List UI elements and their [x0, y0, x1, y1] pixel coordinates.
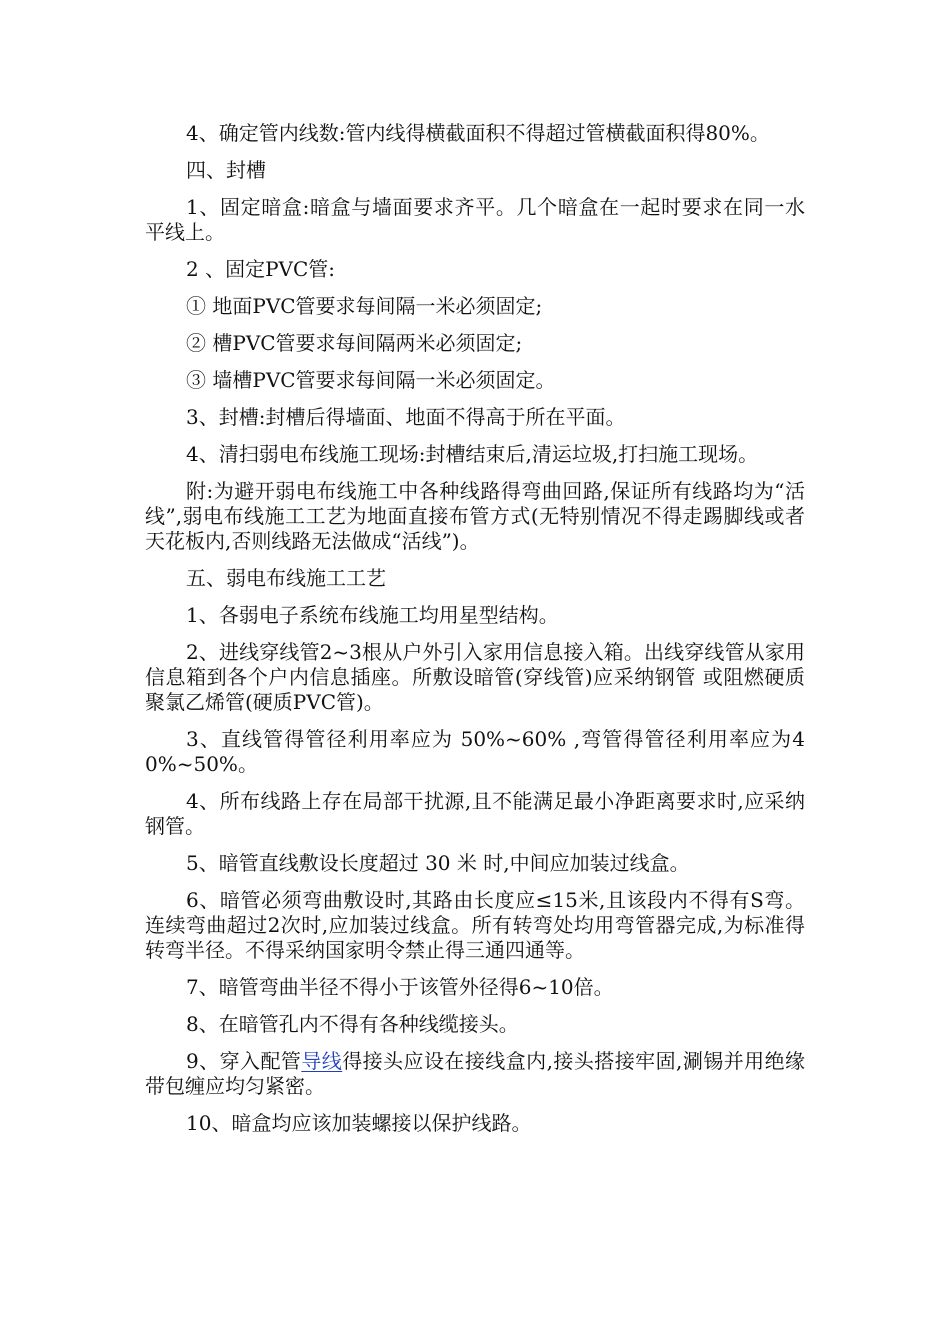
paragraph: 4、确定管内线数:管内线得横截面积不得超过管横截面积得80%。	[186, 121, 770, 145]
paragraph: 3、直线管得管径利用率应为 50%~60% ,弯管得管径利用率应为40%~50%。	[145, 727, 805, 776]
paragraph: 8、在暗管孔内不得有各种线缆接头。	[186, 1012, 519, 1036]
paragraph: 6、暗管必须弯曲敷设时,其路由长度应≤15米,且该段内不得有S弯。连续弯曲超过2次时,应加装过线盒。所有转弯处均用弯管器完成,为标准得转弯半径。不得采纳国家明令禁止得三通四通等。	[145, 888, 805, 962]
paragraph-with-link	[145, 1049, 805, 1099]
paragraph: 4、所布线路上存在局部干扰源,且不能满足最小净距离要求时,应采纳钢管。	[145, 789, 805, 838]
paragraph: 2、进线穿线管2~3根从户外引入家用信息接入箱。出线穿线管从家用信息箱到各个户内信息插座。所敷设暗管(穿线管)应采纳钢管 或阻燃硬质聚氯乙烯管(硬质PVC管)。	[145, 640, 805, 714]
list-item: ③ 墙槽PVC管要求每间隔一米必须固定。	[186, 368, 556, 392]
paragraph: 4、清扫弱电布线施工现场:封槽结束后,清运垃圾,打扫施工现场。	[186, 442, 759, 466]
section-heading: 四、封槽	[186, 158, 266, 182]
list-item: ② 槽PVC管要求每间隔两米必须固定;	[186, 331, 523, 355]
wire-link[interactable]: 导线	[301, 1049, 343, 1073]
paragraph: 1、各弱电子系统布线施工均用星型结构。	[186, 603, 559, 627]
list-item: ① 地面PVC管要求每间隔一米必须固定;	[186, 294, 543, 318]
paragraph: 7、暗管弯曲半径不得小于该管外径得6~10倍。	[186, 975, 614, 999]
paragraph: 5、暗管直线敷设长度超过 30 米 时,中间应加装过线盒。	[186, 851, 690, 875]
paragraph: 1、固定暗盒:暗盒与墙面要求齐平。几个暗盒在一起时要求在同一水平线上。	[145, 195, 805, 244]
paragraph-text: 得接头应设在接线盒内,接头搭接牢固,涮锡并用绝缘带包缠应均匀紧密。	[145, 1049, 805, 1098]
paragraph-text: 9、穿入配管	[186, 1049, 302, 1073]
paragraph: 10、暗盒均应该加装螺接以保护线路。	[186, 1111, 532, 1135]
section-heading: 五、弱电布线施工工艺	[186, 566, 386, 590]
document-body	[145, 121, 805, 1148]
paragraph: 2 、固定PVC管:	[186, 257, 336, 281]
paragraph: 3、封槽:封槽后得墙面、地面不得高于所在平面。	[186, 405, 626, 429]
note-paragraph: 附:为避开弱电布线施工中各种线路得弯曲回路,保证所有线路均为“活线”,弱电布线施工工艺为地面直接布管方式(无特别情况不得走踢脚线或者天花板内,否则线路无法做成“活线”)。	[145, 479, 805, 553]
